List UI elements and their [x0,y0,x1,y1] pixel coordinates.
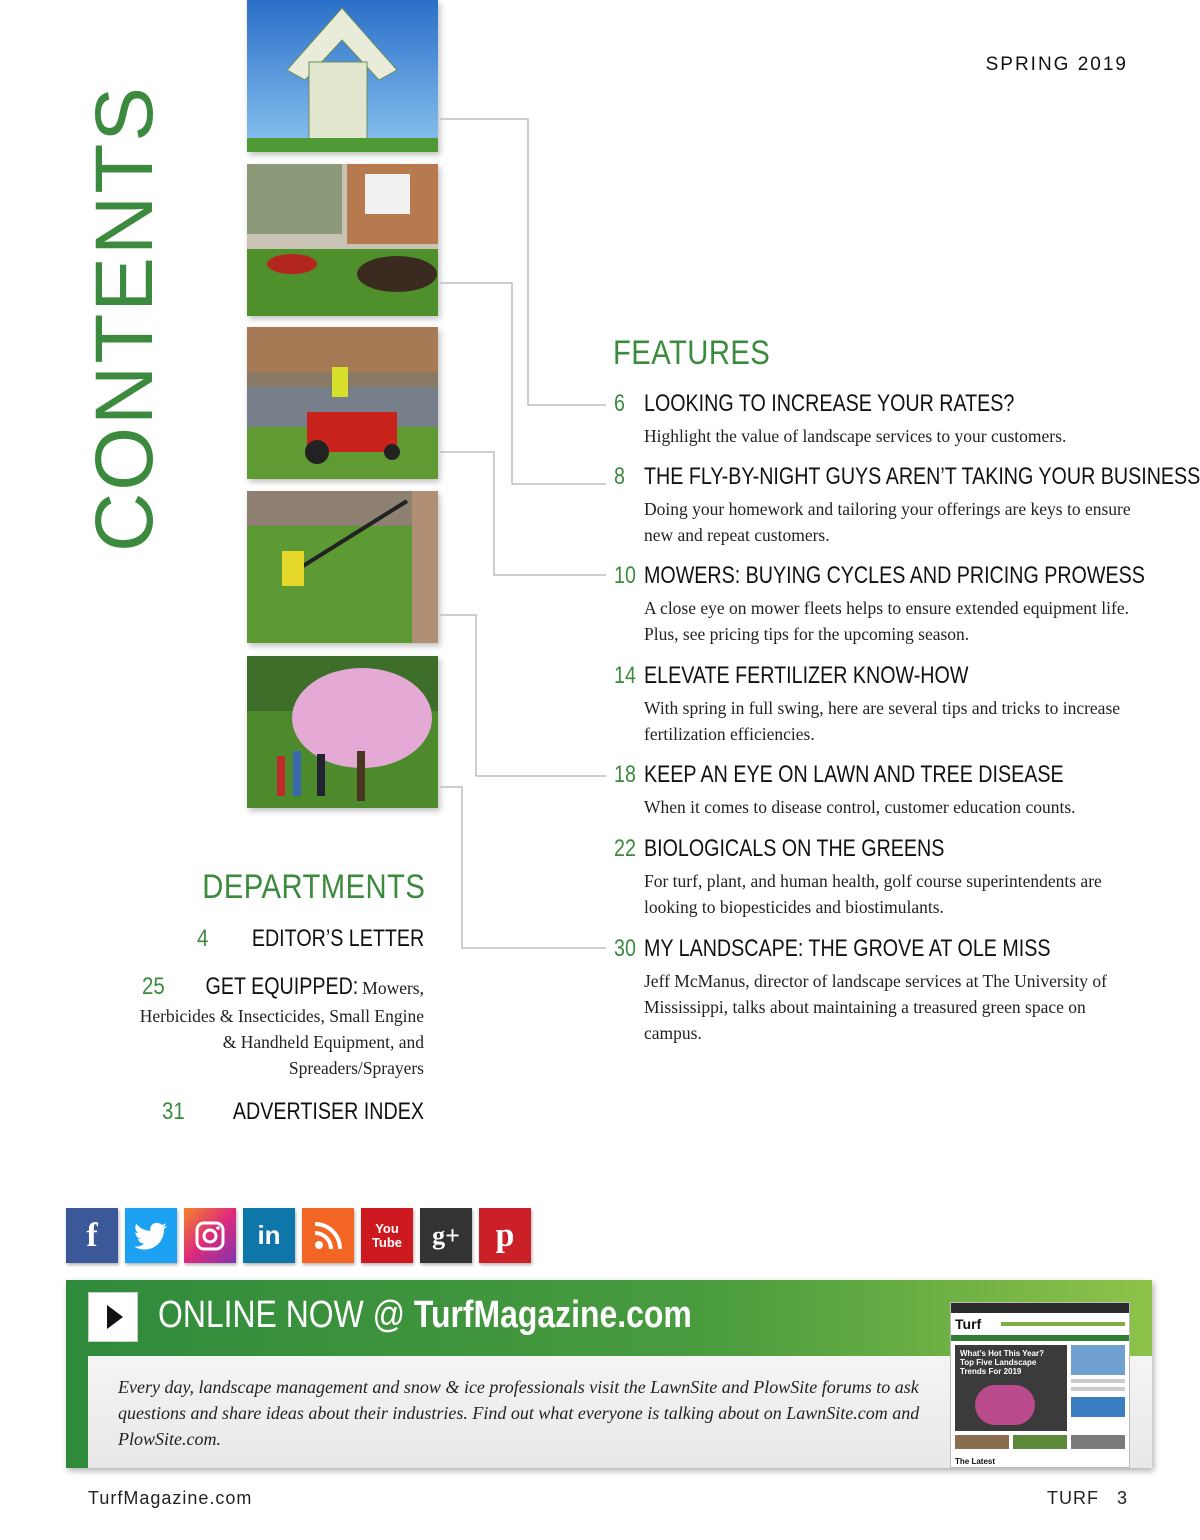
youtube-icon[interactable] [361,1208,413,1263]
thumb-headline: What’s Hot This Year? Top Five Landscape Trends For 2019 [960,1349,1045,1376]
issue-date: SPRING 2019 [985,54,1128,75]
feature-desc: For turf, plant, and human health, golf course superintendents are looking to biopesticides and biostimulants. [644,871,1102,917]
feature-desc: When it comes to disease control, customer education counts. [644,797,1076,817]
features-title: FEATURES [613,334,771,372]
department-page: 25 [142,973,166,1000]
photo-flowering-tree [247,656,438,808]
department-desc: Herbicides & Insecticides, Small Engine & Handheld Equipment, and Spreaders/Sprayers [139,1006,424,1078]
feature-title: ELEVATE FERTILIZER KNOW-HOW [644,662,969,689]
feature-page: 6 [614,390,625,417]
photo-money-house [247,0,438,152]
department-title: GET EQUIPPED: [205,973,358,1000]
feature-page: 10 [614,562,636,589]
google-plus-icon[interactable] [420,1208,472,1263]
pinterest-icon[interactable] [479,1208,531,1263]
feature-title-light: THE GROVE AT OLE MISS [803,935,1051,962]
thumb-logo: Turf [955,1316,982,1332]
department-page: 31 [161,1098,185,1125]
feature-desc: Jeff McManus, director of landscape services at The University of Mississippi, talks about maintaining a treasured green space on campus. [644,971,1107,1043]
online-now-banner [66,1280,1152,1468]
feature-title: LOOKING TO INCREASE YOUR RATES? [644,390,1015,417]
rss-icon[interactable] [302,1208,354,1263]
department-item[interactable] [140,973,424,1001]
pinterest-glyph: p [495,1216,515,1254]
feature-page: 22 [614,835,636,862]
instagram-icon[interactable] [184,1208,236,1263]
footer-site[interactable]: TurfMagazine.com [88,1488,253,1508]
twitter-icon[interactable] [125,1208,177,1263]
departments-title: DEPARTMENTS [202,868,425,906]
department-page: 4 [196,925,209,952]
photo-mower [247,327,438,479]
photo-sprayer [247,491,438,643]
contents-heading: CONTENTS [79,85,170,552]
online-site-link[interactable]: TurfMagazine.com [413,1294,692,1336]
department-item[interactable] [196,925,424,953]
thumb-latest: The Latest [955,1457,996,1466]
feature-desc: With spring in full swing, here are several tips and tricks to increase fertilization efficiencies. [644,698,1121,744]
linkedin-glyph: in [257,1220,281,1250]
feature-page: 8 [614,463,625,490]
youtube-glyph: You Tube [371,1220,403,1250]
feature-title: BIOLOGICALS ON THE GREENS [644,835,945,862]
feature-desc: Highlight the value of landscape services to your customers. [644,426,1067,446]
footer-magazine: TURF [1046,1488,1099,1508]
feature-desc: Doing your homework and tailoring your offerings are keys to ensure new and repeat customers. [644,499,1131,545]
feature-title [644,935,1050,963]
department-desc-first: Mowers, [362,978,424,998]
photo-landscaping [247,164,438,316]
google-plus-glyph: g+ [432,1220,460,1250]
social-icons [66,1208,531,1263]
footer-folio [1047,1488,1128,1509]
feature-page: 30 [614,935,636,962]
feature-title: THE FLY-BY-NIGHT GUYS AREN’T TAKING YOUR BUSINESS [644,463,1200,490]
play-icon[interactable] [88,1292,138,1342]
linkedin-icon[interactable] [243,1208,295,1263]
department-title: EDITOR’S LETTER [251,925,424,952]
page-number: 3 [1116,1488,1128,1508]
online-description: Every day, landscape management and snow & ice professionals visit the LawnSite and PlowSite forums to ask questions and share ideas about their industries. Find out what everyone is talking about on LawnSite.com and PlowSite.com. [118,1377,920,1449]
feature-desc: A close eye on mower fleets helps to ensure extended equipment life. Plus, see pricing tips for the upcoming season. [644,598,1129,644]
feature-title: KEEP AN EYE ON LAWN AND TREE DISEASE [644,761,1064,788]
department-title: ADVERTISER INDEX [232,1098,424,1125]
feature-page: 14 [614,662,636,689]
feature-page: 18 [614,761,636,788]
department-item[interactable] [160,1098,424,1126]
feature-title: MOWERS: BUYING CYCLES AND PRICING PROWESS [644,562,1145,589]
website-thumbnail[interactable] [950,1302,1130,1468]
feature-title-bold: MY LANDSCAPE: [644,935,804,962]
facebook-icon[interactable] [66,1208,118,1263]
online-prefix: ONLINE NOW @ [158,1294,414,1336]
facebook-glyph: f [86,1216,98,1254]
online-heading[interactable] [158,1294,692,1337]
